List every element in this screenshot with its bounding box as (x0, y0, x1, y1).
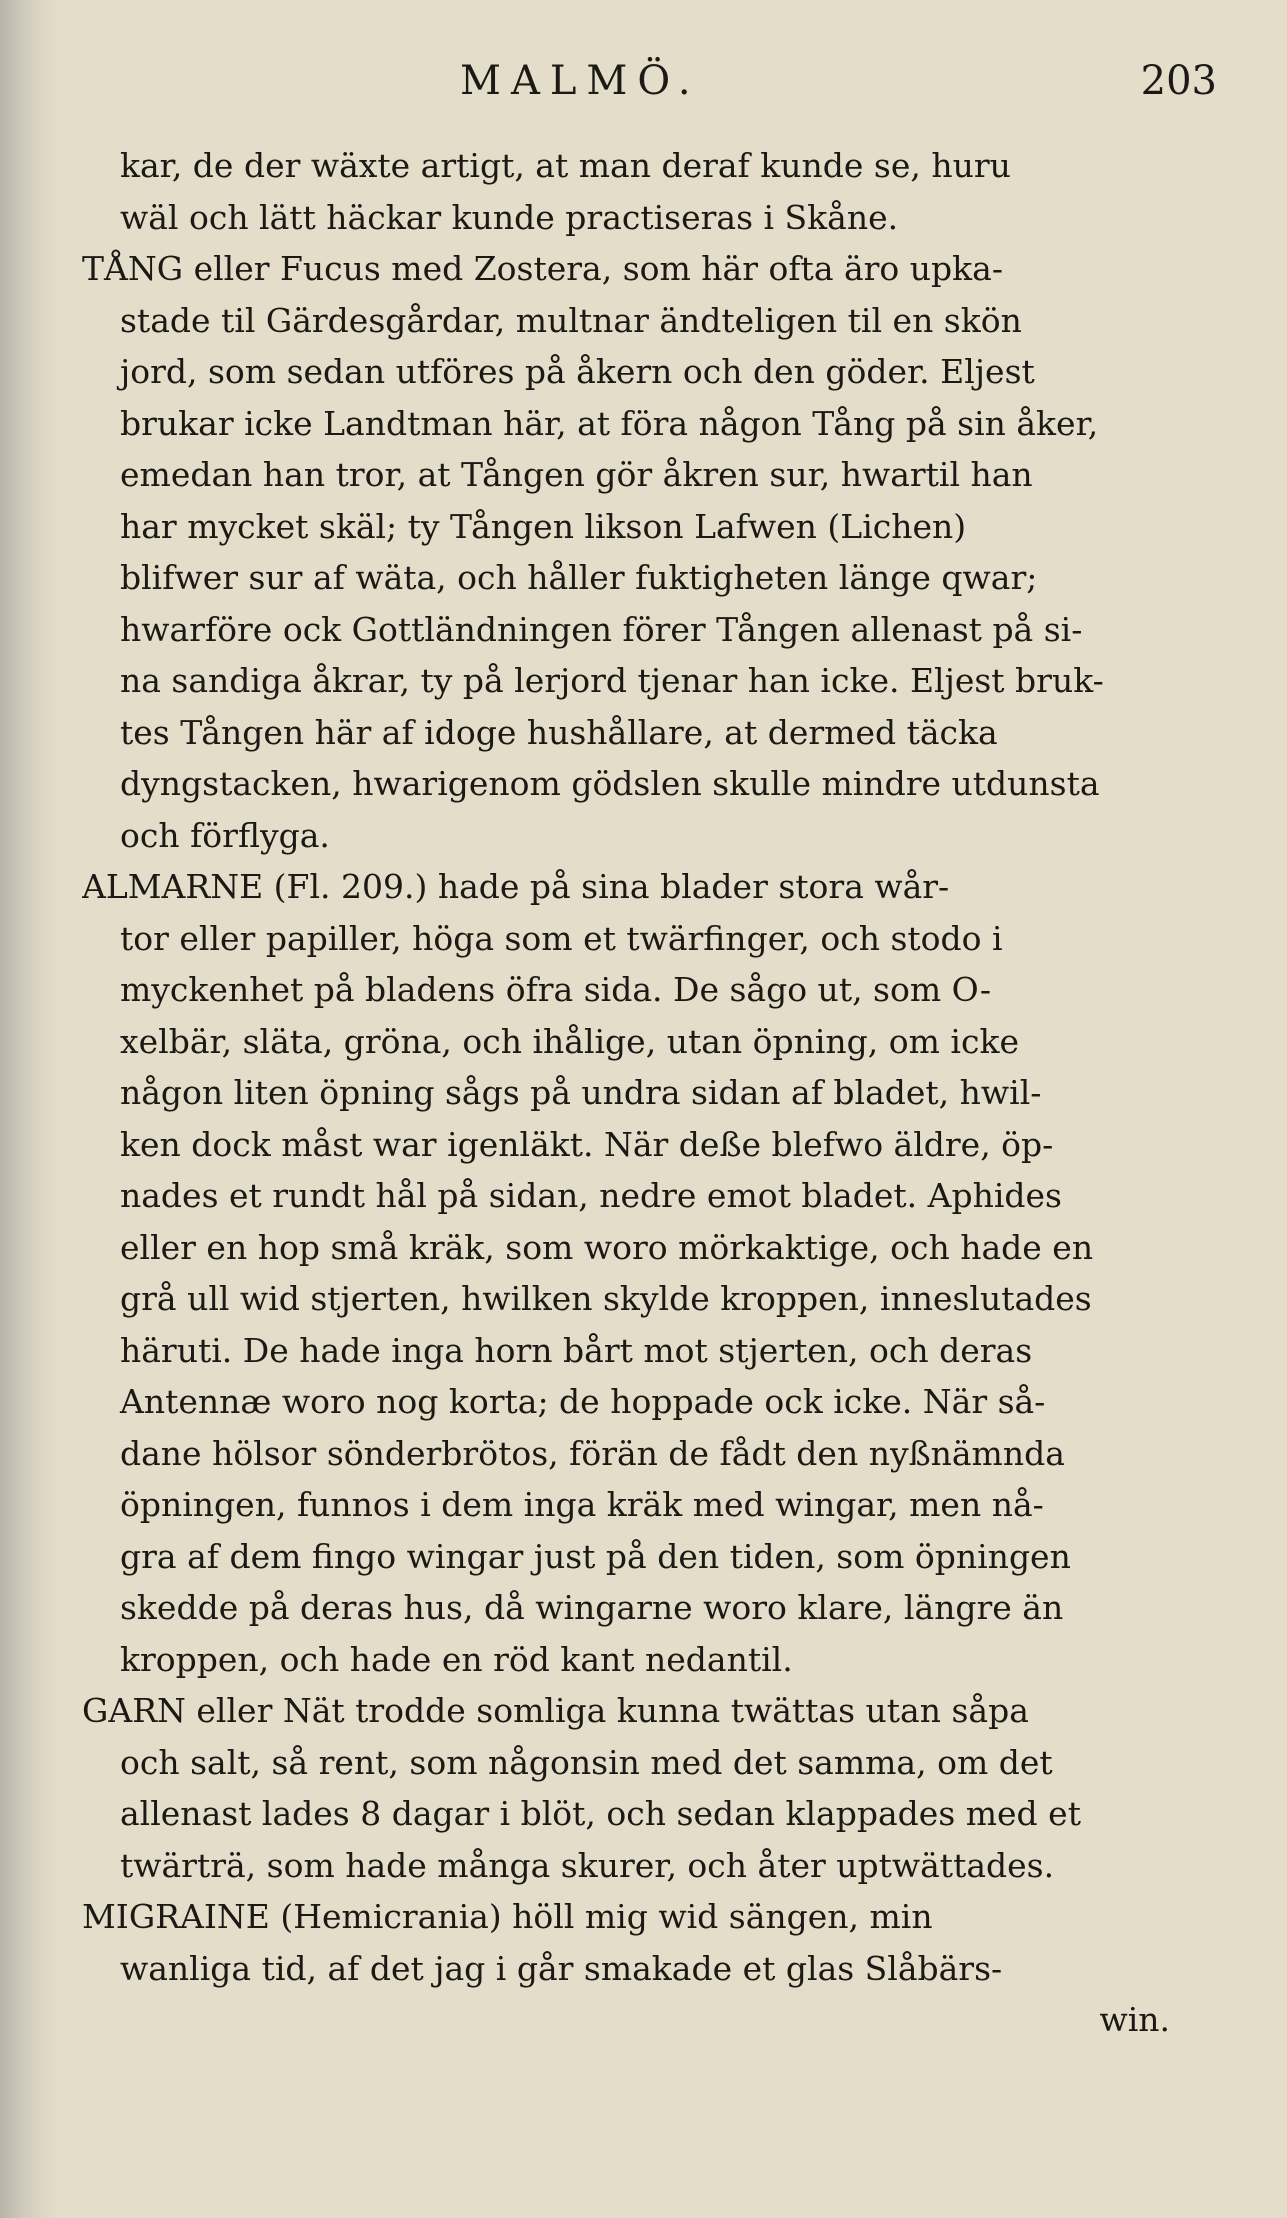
body-text (82, 140, 1194, 2046)
running-head (120, 58, 1217, 118)
page-number: 203 (1140, 58, 1217, 104)
entry-heading-garn: GARN eller Nät trodde somliga kunna twättas utan såpa (82, 1691, 1029, 1730)
text-line: dane hölsor sönderbrötos, förän de fådt den nyßnämnda (120, 1433, 1065, 1473)
text-line-last: win. (1099, 2000, 1170, 2039)
text-line: stade til Gärdesgårdar, multnar ändteligen til en skön (120, 300, 1022, 340)
text-line: skedde på deras hus, då wingarne woro klare, längre än (120, 1588, 1064, 1627)
text-line: allenast lades 8 dagar i blöt, och sedan klappades med et (120, 1794, 1081, 1833)
text-line: Antennæ woro nog korta; de hoppade ock icke. När så- (120, 1382, 1046, 1421)
text-line: blifwer sur af wäta, och håller fuktigheten länge qwar; (120, 558, 1038, 597)
text-line: myckenhet på bladens öfra sida. De sågo ut, som O- (120, 970, 992, 1009)
text-line: tes Tången här af idoge hushållare, at dermed täcka (120, 712, 998, 752)
text-line: jord, som sedan utföres på åkern och den göder. Eljest (120, 352, 1035, 391)
text-line: wanliga tid, af det jag i går smakade et glas Slåbärs- (120, 1948, 1003, 1988)
text-line: dyngstacken, hwarigenom gödslen skulle mindre utdunsta (120, 764, 1100, 803)
text-line: någon liten öpning sågs på undra sidan af bladet, hwil- (120, 1073, 1042, 1112)
text-line: tor eller papiller, höga som et twärfinger, och stodo i (120, 918, 1003, 958)
text-line: kar, de der wäxte artigt, at man deraf kunde se, huru (120, 146, 1011, 185)
text-line: twärträ, som hade många skurer, och åter uptwättades. (120, 1845, 1055, 1885)
entry-heading-tang: TÅNG eller Fucus med Zostera, som här ofta äro upka- (82, 249, 1003, 288)
text-line: brukar icke Landtman här, at föra någon Tång på sin åker, (120, 403, 1099, 443)
text-line: och förflyga. (120, 815, 330, 855)
text-line: nades et rundt hål på sidan, nedre emot bladet. Aphides (120, 1176, 1062, 1215)
running-title: MALMÖ. (460, 58, 701, 104)
text-line: har mycket skäl; ty Tången likson Lafwen (Lichen) (120, 506, 967, 546)
text-line: och salt, så rent, som någonsin med det samma, om det (120, 1742, 1053, 1782)
text-line: grå ull wid stjerten, hwilken skylde kroppen, inneslutades (120, 1279, 1092, 1318)
text-line: hwarföre ock Gottländningen förer Tången allenast på si- (120, 609, 1083, 649)
entry-heading-almarne: ALMARNE (Fl. 209.) hade på sina blader stora wår- (82, 867, 950, 906)
text-line: häruti. De hade inga horn bårt mot stjerten, och deras (120, 1330, 1033, 1370)
text-line: emedan han tror, at Tången gör åkren sur, hwartil han (120, 455, 1033, 494)
entry-heading-migraine: MIGRAINE (Hemicrania) höll mig wid sängen, min (82, 1897, 933, 1936)
text-line: kroppen, och hade en röd kant nedantil. (120, 1639, 793, 1679)
page-gutter-shadow (0, 0, 58, 2218)
text-line: öpningen, funnos i dem inga kräk med wingar, men nå- (120, 1485, 1044, 1524)
text-line: wäl och lätt häckar kunde practiseras i Skåne. (120, 197, 899, 237)
text-line: eller en hop små kräk, som woro mörkaktige, och hade en (120, 1227, 1094, 1267)
text-line: ken dock måst war igenläkt. När deße blefwo äldre, öp- (120, 1124, 1054, 1164)
text-line: na sandiga åkrar, ty på lerjord tjenar han icke. Eljest bruk- (120, 661, 1104, 700)
text-line: xelbär, släta, gröna, och ihålige, utan öpning, om icke (120, 1021, 1019, 1061)
text-line: gra af dem fingo wingar just på den tiden, som öpningen (120, 1536, 1071, 1576)
